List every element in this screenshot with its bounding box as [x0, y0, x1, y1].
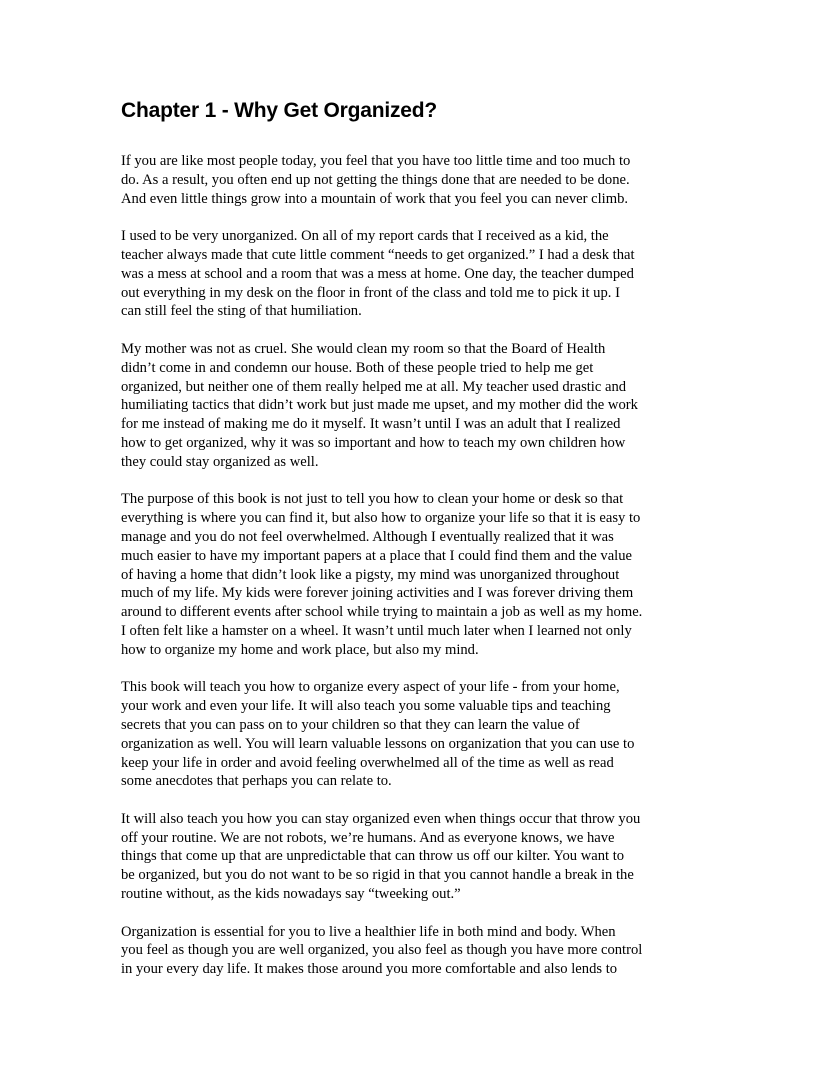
paragraph-line: I often felt like a hamster on a wheel. It wasn’t until much later when I learned not only — [121, 622, 632, 639]
paragraph-line: they could stay organized as well. — [121, 453, 319, 470]
paragraph-line: be organized, but you do not want to be so rigid in that you cannot handle a break in the — [121, 867, 634, 884]
paragraph-line: organization as well. You will learn valuable lessons on organization that you can use to — [121, 735, 635, 752]
paragraph-line: some anecdotes that perhaps you can relate to. — [121, 773, 392, 790]
paragraph-5 — [121, 678, 717, 791]
paragraph-line: things that come up that are unpredictable that can throw us off our kilter. You want to — [121, 848, 625, 865]
paragraph-line: out everything in my desk on the floor in front of the class and told me to pick it up. I — [121, 284, 620, 301]
paragraph-line: you feel as though you are well organized, you also feel as though you have more control — [121, 942, 643, 959]
chapter-title: Chapter 1 - Why Get Organized? — [121, 99, 438, 122]
paragraph-line: keep your life in order and avoid feeling overwhelmed all of the time as well as read — [121, 754, 614, 771]
paragraph-line: how to organize my home and work place, but also my mind. — [121, 641, 479, 658]
paragraph-line: organized, but neither one of them really helped me at all. My teacher used drastic and — [121, 378, 627, 395]
paragraph-line: much of my life. My kids were forever joining activities and I was forever driving them — [121, 585, 634, 602]
paragraph-1 — [121, 152, 717, 208]
paragraph-line: teacher always made that cute little comment “needs to get organized.” I had a desk that — [121, 246, 635, 263]
paragraph-line: secrets that you can pass on to your children so that they can learn the value of — [121, 716, 580, 733]
paragraph-line: in your every day life. It makes those around you more comfortable and also lends to — [121, 961, 618, 978]
paragraph-line: Organization is essential for you to live a healthier life in both mind and body. When — [121, 923, 616, 940]
paragraph-line: everything is where you can find it, but also how to organize your life so that it is easy to — [121, 510, 641, 527]
paragraph-line: humiliating tactics that didn’t work but just made me upset, and my mother did the work — [121, 397, 638, 414]
paragraph-line: of having a home that didn’t look like a pigsty, my mind was unorganized throughout — [121, 566, 620, 583]
paragraph-line: The purpose of this book is not just to tell you how to clean your home or desk so that — [121, 491, 624, 508]
paragraph-line: My mother was not as cruel. She would clean my room so that the Board of Health — [121, 340, 606, 357]
paragraph-line: was a mess at school and a room that was a mess at home. One day, the teacher dumped — [121, 265, 634, 282]
paragraph-line: for me instead of making me do it myself. It wasn’t until I was an adult that I realized — [121, 416, 621, 433]
paragraph-line: around to different events after school while trying to maintain a job as well as my home. — [121, 604, 643, 621]
paragraph-7 — [121, 923, 717, 979]
paragraph-line: didn’t come in and condemn our house. Both of these people tried to help me get — [121, 359, 594, 376]
paragraph-line: It will also teach you how you can stay organized even when things occur that throw you — [121, 810, 641, 827]
paragraph-6 — [121, 810, 717, 904]
paragraph-line: And even little things grow into a mountain of work that you feel you can never climb. — [121, 190, 629, 207]
document-page — [121, 96, 717, 998]
paragraph-line: can still feel the sting of that humiliation. — [121, 303, 362, 320]
paragraph-line: your work and even your life. It will also teach you some valuable tips and teaching — [121, 698, 611, 715]
paragraph-line: If you are like most people today, you feel that you have too little time and too much to — [121, 153, 631, 169]
paragraph-line: off your routine. We are not robots, we’re humans. And as everyone knows, we have — [121, 829, 615, 846]
paragraph-4 — [121, 490, 717, 659]
paragraph-line: manage and you do not feel overwhelmed. Although I eventually realized that it was — [121, 528, 614, 545]
paragraph-2 — [121, 227, 717, 321]
paragraph-line: This book will teach you how to organize every aspect of your life - from your home, — [121, 679, 620, 696]
paragraph-3 — [121, 340, 717, 472]
paragraph-line: much easier to have my important papers at a place that I could find them and the value — [121, 547, 633, 564]
paragraph-line: do. As a result, you often end up not getting the things done that are needed to be done. — [121, 171, 630, 188]
paragraph-line: I used to be very unorganized. On all of my report cards that I received as a kid, the — [121, 228, 609, 245]
paragraph-line: routine without, as the kids nowadays say “tweeking out.” — [121, 886, 461, 903]
paragraph-line: how to get organized, why it was so important and how to teach my own children how — [121, 434, 626, 451]
